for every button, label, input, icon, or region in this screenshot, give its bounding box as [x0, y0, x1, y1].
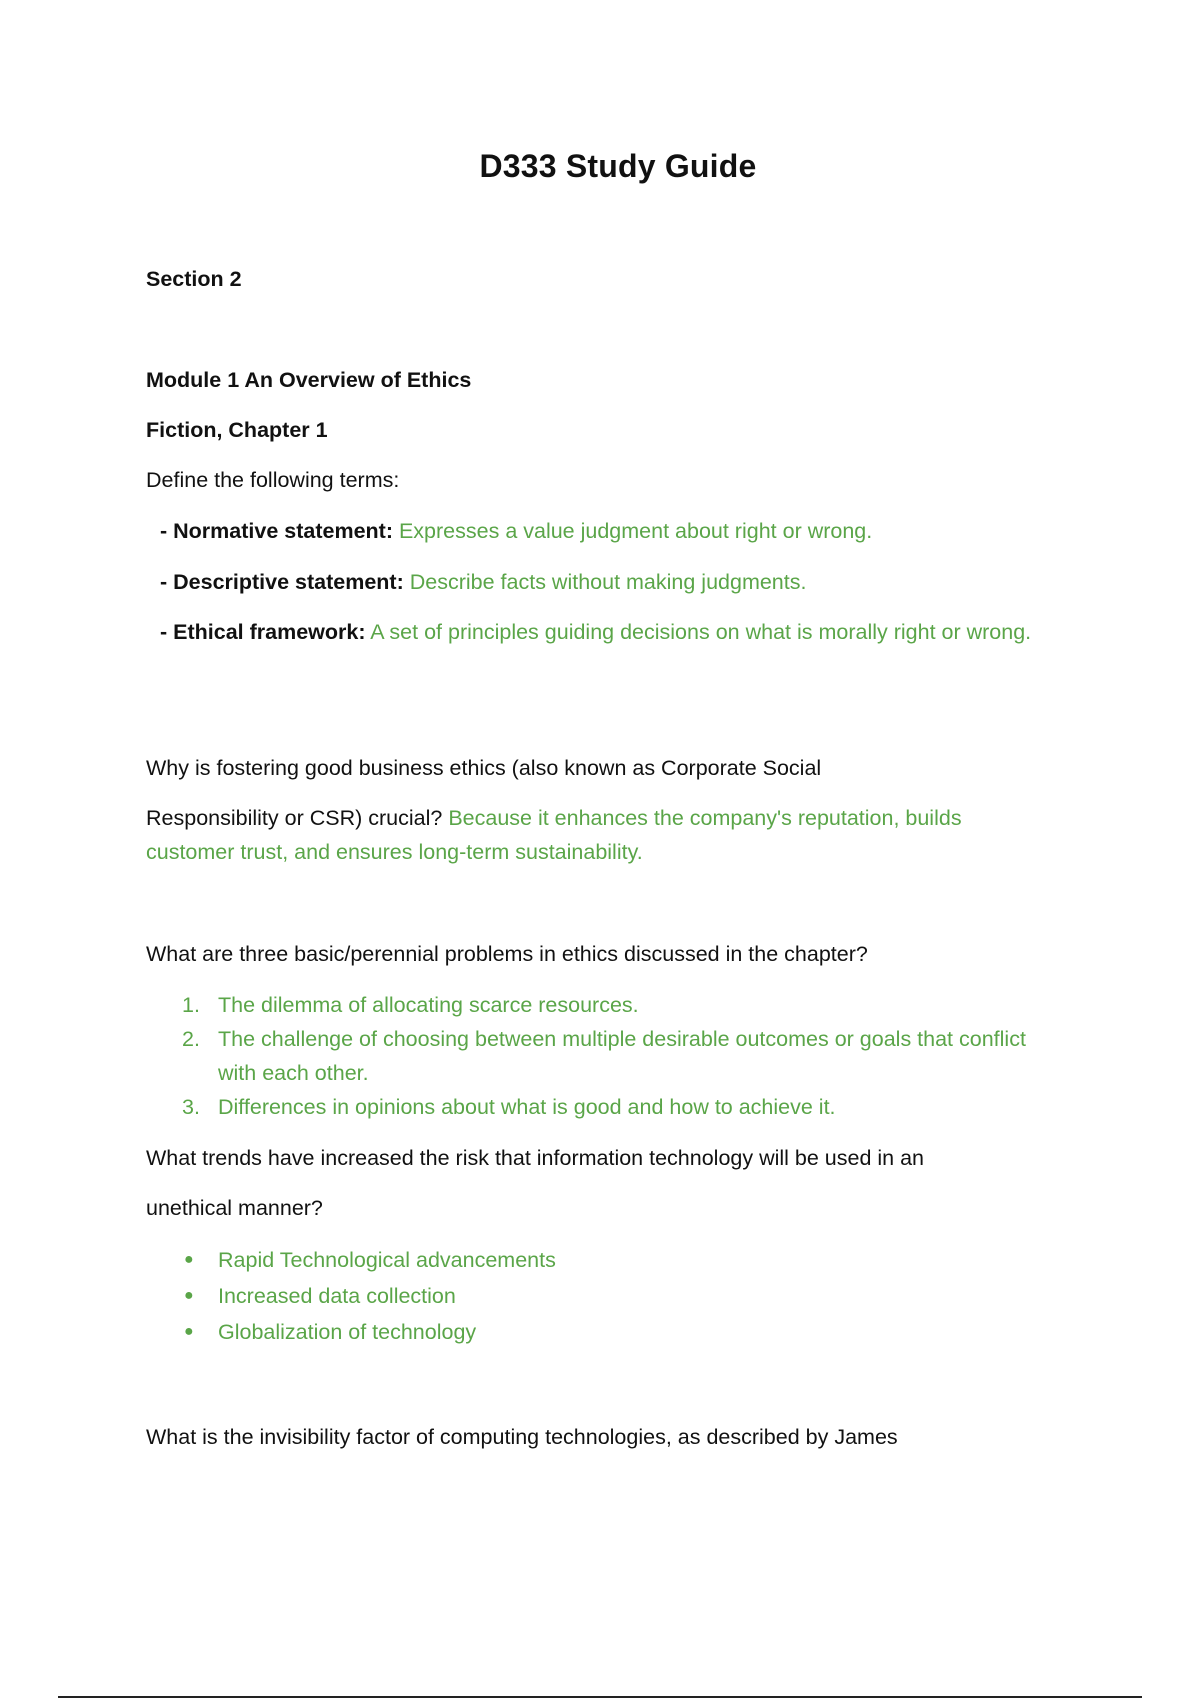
list-number: 2.: [182, 1027, 200, 1051]
term-label: - Descriptive statement:: [160, 570, 404, 594]
bullet-icon: ●: [184, 1251, 194, 1268]
list-item-text: The challenge of choosing between multiple desirable outcomes or goals that conflict with each other.: [218, 1027, 1026, 1085]
question-perennial-problems: What are three basic/perennial problems in ethics discussed in the chapter?: [146, 942, 868, 966]
question-csr-line1: Why is fostering good business ethics (also known as Corporate Social: [146, 756, 822, 780]
question-trends-line2: unethical manner?: [146, 1196, 323, 1220]
page-bottom-rule: [58, 1696, 1142, 1698]
list-number: 3.: [182, 1095, 200, 1119]
chapter-heading: Fiction, Chapter 1: [146, 418, 328, 442]
term-answer: Describe facts without making judgments.: [409, 570, 807, 594]
term-ethical-framework: [146, 615, 1046, 649]
list-item-text: Globalization of technology: [218, 1320, 477, 1344]
question-csr-answer: Because it enhances the company's reputation, builds customer trust, and ensures long-term sustainability.: [146, 806, 962, 864]
question-invisibility-factor: What is the invisibility factor of computing technologies, as described by James: [146, 1425, 898, 1449]
term-answer: A set of principles guiding decisions on what is morally right or wrong.: [370, 620, 1032, 644]
module-heading: Module 1 An Overview of Ethics: [146, 368, 472, 392]
bullet-icon: ●: [184, 1287, 194, 1304]
list-item-text: Rapid Technological advancements: [218, 1248, 556, 1272]
list-item-text: Differences in opinions about what is good and how to achieve it.: [218, 1095, 836, 1119]
term-label: - Normative statement:: [160, 519, 393, 543]
term-descriptive: [160, 565, 806, 599]
define-prompt: Define the following terms:: [146, 468, 400, 492]
list-item-text: Increased data collection: [218, 1284, 456, 1308]
list-item-text: The dilemma of allocating scarce resources.: [218, 993, 639, 1017]
term-answer: Expresses a value judgment about right or wrong.: [398, 519, 873, 543]
question-csr-text: Responsibility or CSR) crucial?: [146, 806, 443, 830]
section-heading: Section 2: [146, 267, 242, 291]
page-title: D333 Study Guide: [479, 148, 757, 184]
term-normative: [160, 514, 872, 548]
list-number: 1.: [182, 993, 200, 1017]
question-csr-line2: [146, 801, 1046, 869]
question-trends-line1: What trends have increased the risk that information technology will be used in an: [146, 1146, 925, 1170]
term-label: - Ethical framework:: [160, 620, 366, 644]
bullet-icon: ●: [184, 1323, 194, 1340]
